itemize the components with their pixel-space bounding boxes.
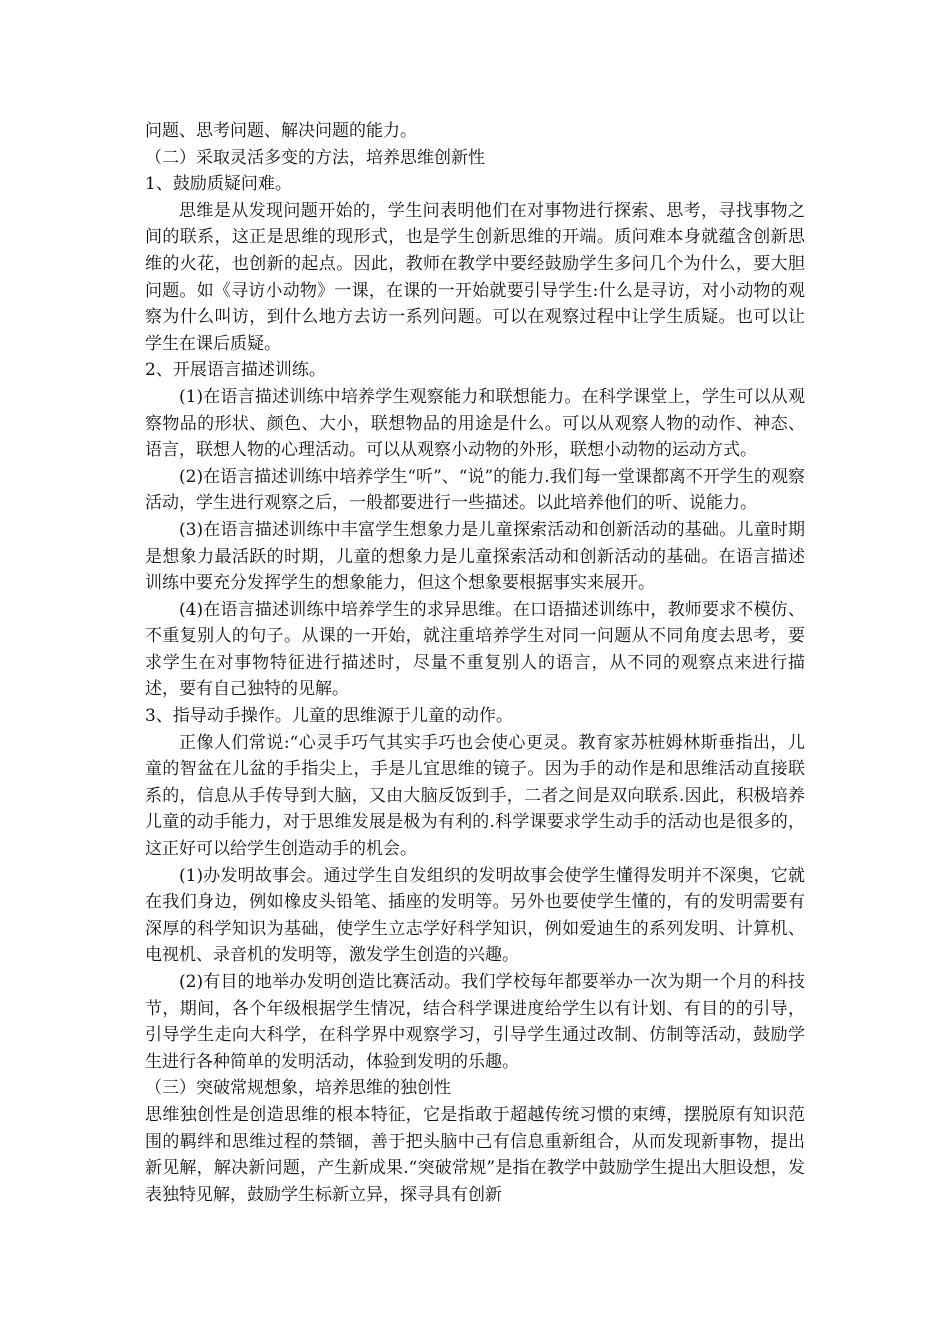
document-page bbox=[145, 118, 805, 1208]
subsection-heading: 3、指导动手操作。儿童的思维源于儿童的动作。 bbox=[145, 706, 513, 727]
paragraph: (1)在语言描述训练中培养学生观察能力和联想能力。在科学课堂上，学生可以从观察物品的形状、颜色、大小，联想物品的用途是什么。可以从观察人物的动作、神态、语言，联想人物的心理活动。可以从观察小动物的外形，联想小动物的运动方式。 bbox=[145, 386, 805, 461]
paragraph: (3)在语言描述训练中丰富学生想象力是儿童探索活动和创新活动的基础。儿童时期是想象力最活跃的时期，儿童的想象力是儿童探索活动和创新活动的基础。在语言描述训练中要充分发挥学生的想象能力，但这个想象要根据事实来展开。 bbox=[145, 519, 805, 594]
paragraph: 思维独创性是创造思维的根本特征，它是指敢于超越传统习惯的束缚，摆脱原有知识范围的羁绊和思维过程的禁锢，善于把头脑中己有信息重新组合，从而发现新事物，提出新见解，解决新问题，产生新成果.“突破常规”是指在教学中鼓励学生提出大胆设想，发表独特见解，鼓励学生标新立异，探寻具有创新 bbox=[145, 1104, 805, 1205]
paragraph: (4)在语言描述训练中培养学生的求异思维。在口语描述训练中，教师要求不模仿、不重复别人的句子。从课的一开始，就注重培养学生对同一问题从不同角度去思考，要求学生在对事物特征进行描述时，尽量不重复别人的语言，从不同的观察点来进行描述，要有自己独特的见解。 bbox=[145, 599, 805, 700]
paragraph: 正像人们常说:“心灵手巧气其实手巧也会使心更灵。教育家苏桩姆林斯垂指出，儿童的智盆在儿盆的手指尖上，手是儿宜思维的镜子。因为手的动作是和思维活动直接联系的，信息从手传导到大脑，又由大脑反饭到手，二者之间是双向联系.因此，积极培养儿童的动手能力，对于思维发展是极为有利的.科学课要求学生动手的活动也是很多的，这正好可以给学生创造动手的机会。 bbox=[145, 732, 805, 860]
paragraph: (2)在语言描述训练中培养学生“听”、“说”的能力.我们每一堂课都离不开学生的观察活动，学生进行观察之后，一般都要进行一些描述。以此培养他们的听、说能力。 bbox=[145, 466, 805, 514]
section-heading: （二）采取灵活多变的方法，培养思维创新性 bbox=[145, 147, 485, 168]
paragraph: 问题、思考问题、解决问题的能力。 bbox=[145, 121, 417, 141]
paragraph: (1)办发明故事会。通过学生自发组织的发明故事会使学生懂得发明并不深奥，它就在我们身边，例如橡皮头铅笔、插座的发明等。另外也要使学生懂的，有的发明需要有深厚的科学知识为基础，使学生立志学好科学知识，例如爱迪生的系列发明、计算机、电视机、录音机的发明等，激发学生创造的兴趣。 bbox=[145, 865, 805, 966]
section-heading: （三）突破常规想象，培养思维的独创性 bbox=[145, 1078, 451, 1099]
subsection-heading: 1、鼓励质疑问难。 bbox=[145, 174, 292, 195]
subsection-heading: 2、开展语言描述训练。 bbox=[145, 360, 326, 381]
paragraph: 思维是从发现问题开始的，学生问表明他们在对事物进行探索、思考，寻找事物之间的联系，这正是思维的现形式，也是学生创新思维的开端。质问难本身就蕴含创新思维的火花，也创新的起点。因此，教师在教学中要经鼓励学生多问几个为什么，要大胆问题。如《寻访小动物》一课，在课的一开始就要引导学生:什么是寻访，对小动物的观察为什么叫访，到什么地方去访一系列问题。可以在观察过程中让学生质疑。也可以让学生在课后质疑。 bbox=[145, 200, 805, 354]
paragraph: (2)有目的地举办发明创造比赛活动。我们学校每年都要举办一次为期一个月的科技节，期间，各个年级根据学生情况，结合科学课进度给学生以有计划、有目的的引导，引导学生走向大科学，在科学界中观察学习，引导学生通过改制、仿制等活动，鼓励学生进行各种简单的发明活动，体验到发明的乐趣。 bbox=[145, 972, 805, 1072]
